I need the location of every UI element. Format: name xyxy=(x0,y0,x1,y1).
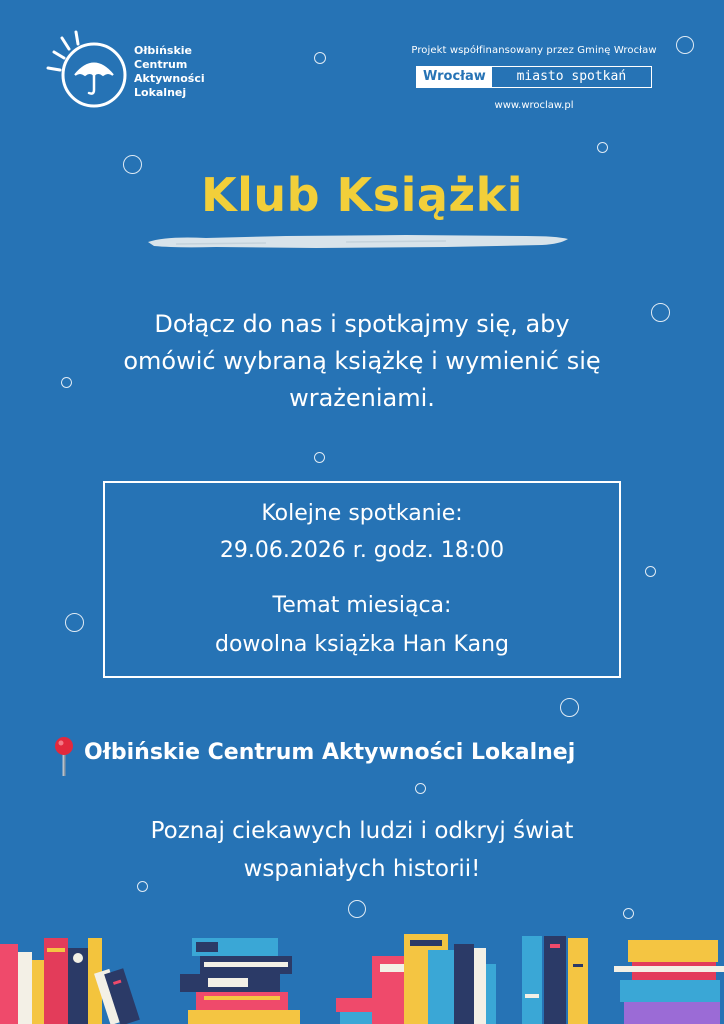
logo-line: Centrum xyxy=(134,58,188,71)
bubble xyxy=(597,142,608,153)
sponsor-url[interactable]: www.wroclaw.pl xyxy=(494,100,574,111)
intro-line: Dołącz do nas i spotkajmy się, aby xyxy=(154,310,570,338)
bubble xyxy=(623,908,634,919)
organization-logo xyxy=(44,30,244,110)
topic-label: Temat miesiąca: xyxy=(272,593,452,618)
bubble xyxy=(645,566,656,577)
umbrella-sun-icon xyxy=(44,30,130,110)
intro-text xyxy=(62,306,662,417)
sponsor-note: Projekt współfinansowany przez Gminę Wrocław xyxy=(411,45,657,56)
badge-slogan: miasto spotkań xyxy=(516,69,627,84)
books-illustration xyxy=(0,924,724,1024)
meeting-datetime: 29.06.2026 r. godz. 18:00 xyxy=(219,538,505,563)
logo-line: Ołbińskie xyxy=(134,44,193,57)
logo-line: Lokalnej xyxy=(134,86,187,99)
bubble xyxy=(560,698,579,717)
intro-line: omówić wybraną książkę i wymienić się xyxy=(123,347,601,375)
bubble xyxy=(415,783,426,794)
logo-line: Aktywności xyxy=(134,72,205,85)
intro-line: wrażeniami. xyxy=(289,384,435,412)
sponsor-block xyxy=(404,45,664,111)
map-pin-icon xyxy=(52,736,76,780)
logo-text xyxy=(134,44,244,100)
location-name: Ołbińskie Centrum Aktywności Lokalnej xyxy=(84,740,576,765)
location xyxy=(44,736,684,780)
next-meeting-label: Kolejne spotkanie: xyxy=(261,501,463,526)
closing-line: wspaniałych historii! xyxy=(243,856,481,882)
bubble xyxy=(314,52,326,64)
meeting-topic: dowolna książka Han Kang xyxy=(215,632,509,657)
bubble xyxy=(65,613,84,632)
page-title: Klub Książki xyxy=(200,168,524,222)
meeting-info-box xyxy=(103,481,621,678)
wroclaw-badge xyxy=(416,66,652,88)
bubble xyxy=(314,452,325,463)
bubble xyxy=(348,900,366,918)
closing-text xyxy=(62,812,662,888)
bubble xyxy=(676,36,694,54)
brush-underline xyxy=(146,230,570,252)
closing-line: Poznaj ciekawych ludzi i odkryj świat xyxy=(150,818,574,844)
badge-city: Wrocław xyxy=(417,67,492,87)
